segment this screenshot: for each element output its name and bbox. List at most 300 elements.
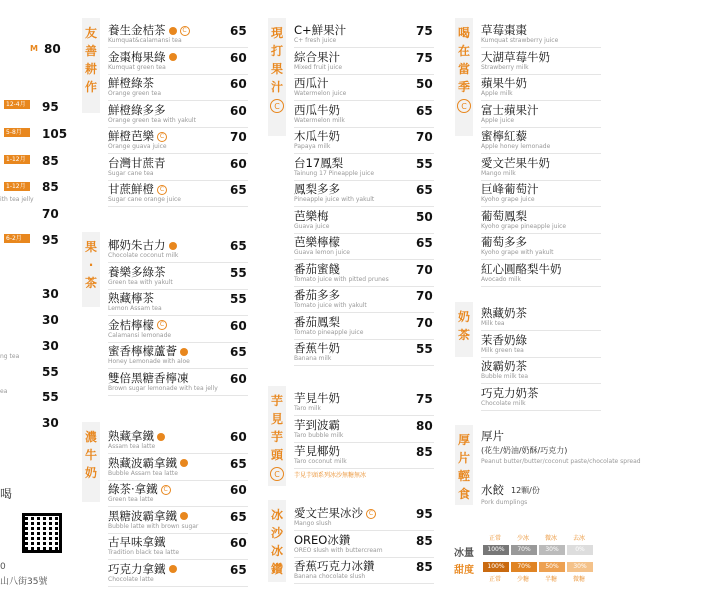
category-char: 牛 <box>84 448 97 462</box>
item-price: 65 <box>230 456 247 471</box>
category-char: 奶 <box>457 310 470 324</box>
menu-item <box>481 181 701 207</box>
item-name-text: 茉香奶綠 <box>481 332 527 347</box>
item-price: 75 <box>416 24 433 38</box>
item-english: Kumquat green tea <box>108 63 166 71</box>
item-price: 60 <box>230 77 247 91</box>
menu-item <box>108 343 250 369</box>
item-english: Assam tea latte <box>108 443 156 450</box>
item-name <box>294 315 340 329</box>
row-divider <box>108 206 248 207</box>
item-english: Chocolate milk <box>481 399 526 407</box>
row-divider <box>108 395 248 396</box>
item-name <box>108 318 167 332</box>
item-name-text: 芋到波霸 <box>294 417 340 432</box>
menu-item <box>294 208 436 234</box>
hot-dot-icon <box>169 27 177 35</box>
address-text: 山八街35號 <box>0 577 48 587</box>
category-char: 作 <box>84 80 97 94</box>
hot-dot-icon <box>157 433 165 441</box>
item-price: 65 <box>416 236 433 250</box>
item-price: 85 <box>416 560 433 574</box>
item-name-text: 芭樂檸檬 <box>294 235 340 249</box>
item-price: 75 <box>416 392 433 406</box>
item-price: 60 <box>230 318 247 333</box>
season-tag: 6-2月 <box>4 234 30 243</box>
sugar-bar: 100% <box>483 562 509 572</box>
item-name-text: 西瓜汁 <box>294 76 329 90</box>
item-name-text: 鮮橙芭樂 <box>108 129 154 143</box>
menu-item <box>481 155 701 181</box>
category-label <box>268 18 286 136</box>
item-name <box>108 265 166 279</box>
item-price: 50 <box>416 209 433 224</box>
item-name-text: 木瓜牛奶 <box>294 129 340 143</box>
item-english: Taro milk <box>294 405 321 412</box>
menu-item <box>108 128 250 154</box>
item-name <box>294 506 376 520</box>
item-english: Bubble Assam tea latte <box>108 469 178 477</box>
item-name-text: 巧克力拿鐵 <box>108 561 166 576</box>
item-name-text: 椰奶朱古力 <box>108 238 166 252</box>
category-label <box>268 386 286 486</box>
item-name <box>108 182 167 196</box>
item-price: 65 <box>230 509 247 524</box>
item-name-text: 台灣甘蔗青 <box>108 155 166 170</box>
item-english: Tomato juice with yakult <box>294 302 367 309</box>
item-price: 65 <box>230 239 247 253</box>
item-english: Kyoho grape pineapple juice <box>481 222 567 230</box>
row-divider <box>481 410 601 411</box>
menu-item <box>294 234 436 260</box>
item-english: Orange guava juice <box>108 143 167 150</box>
sugar-label: 甜度 <box>454 565 474 576</box>
item-name <box>108 156 166 170</box>
category-label <box>82 18 100 113</box>
item-english: Kyoho grape with yakult <box>481 249 554 256</box>
item-name-text: 古早味拿鐵 <box>108 535 166 549</box>
menu-item <box>481 482 601 532</box>
item-name <box>108 291 154 305</box>
item-english: Apple honey lemonade <box>481 143 551 150</box>
category-char: 奶 <box>84 466 97 480</box>
item-name <box>481 76 527 90</box>
item-name <box>108 129 167 143</box>
item-price: 65 <box>230 24 247 38</box>
item-english: Tomato pineapple juice <box>294 328 364 336</box>
item-english: Milk green tea <box>481 346 524 354</box>
category-char: 鑽 <box>270 562 283 576</box>
item-name <box>481 386 539 400</box>
category-label <box>455 302 473 357</box>
hot-dot-icon <box>169 242 177 250</box>
item-english: Chocolate coconut milk <box>108 252 179 259</box>
menu-item <box>481 75 701 101</box>
hot-dot-icon <box>180 459 188 467</box>
item-price: 80 <box>416 418 433 433</box>
menu-item <box>294 261 436 287</box>
item-price: 60 <box>230 371 247 386</box>
item-name <box>481 182 539 196</box>
menu-item <box>108 49 250 75</box>
item-price: 55 <box>230 265 247 280</box>
category-char: 茶 <box>457 328 470 342</box>
ice-level-label: 少冰 <box>517 535 530 542</box>
menu-item <box>481 305 701 331</box>
item-name <box>481 156 550 170</box>
item-english: Brown sugar lemonade with tea jelly <box>108 384 218 392</box>
item-english: C+ fresh juice <box>294 37 337 44</box>
item-price: 65 <box>416 103 433 118</box>
sugar-bar: 50% <box>539 562 565 572</box>
season-tag: 5-8月 <box>4 128 30 137</box>
left-price: 85 <box>42 154 59 168</box>
menu-item <box>294 340 436 366</box>
menu-item <box>294 22 436 48</box>
category-char: 善 <box>84 44 97 58</box>
item-price: 60 <box>230 430 247 444</box>
item-english: Sugar cane orange juice <box>108 196 181 203</box>
item-name <box>294 129 340 143</box>
item-name <box>108 50 177 64</box>
season-tag: 12-4月 <box>4 100 30 109</box>
shop-char: 喝 <box>0 487 13 501</box>
category-char: 在 <box>457 44 470 58</box>
item-english: Chocolate latte <box>108 575 154 583</box>
item-name <box>294 23 346 37</box>
menu-item <box>294 443 436 469</box>
menu-item <box>294 75 436 101</box>
item-name-text: 鮮橙綠多多 <box>108 102 166 117</box>
item-name-text: 芭樂梅 <box>294 208 329 223</box>
item-english: Honey Lemonade with aloe <box>108 358 190 365</box>
item-name <box>294 262 340 276</box>
taro-series-note: 芋見芋頭系列冰沙無糖無冰 <box>294 472 367 479</box>
item-name <box>294 288 340 302</box>
item-english: Guava lemon juice <box>294 249 350 256</box>
item-subtitle: (花生/奶油/奶酥/巧克力) <box>481 446 568 455</box>
item-price: 55 <box>416 156 433 171</box>
item-english: Pineapple juice with yakult <box>294 196 375 203</box>
item-subtitle: 12顆/份 <box>511 486 540 495</box>
item-name-text: 番茄蜜餞 <box>294 261 340 276</box>
item-name <box>481 333 527 347</box>
item-english: Banana milk <box>294 355 332 362</box>
row-divider <box>108 586 248 587</box>
item-name <box>481 235 527 249</box>
item-name-text: 愛文芒果牛奶 <box>481 155 550 170</box>
item-name <box>481 429 504 443</box>
item-price: 70 <box>416 289 433 303</box>
ice-level-label: 微冰 <box>545 535 558 542</box>
category-char: 耕 <box>84 62 97 76</box>
item-price: 65 <box>416 183 433 197</box>
item-name-text: 金棗梅果綠 <box>108 49 166 64</box>
menu-item <box>108 561 250 587</box>
item-name-text: 厚片 <box>481 429 504 443</box>
sugar-level-label: 微糖 <box>573 576 586 583</box>
menu-item <box>294 558 436 584</box>
item-price: 75 <box>416 50 433 65</box>
item-name <box>294 103 340 117</box>
category-char: 冰 <box>270 508 283 522</box>
left-price: 30 <box>42 339 59 353</box>
item-name-text: 芋見椰奶 <box>294 444 340 458</box>
category-char: 友 <box>84 26 97 40</box>
menu-item <box>481 234 701 260</box>
item-name <box>108 429 165 443</box>
left-price: 105 <box>42 127 68 141</box>
item-name-text: 番茄鳳梨 <box>294 314 340 329</box>
item-name <box>108 76 154 90</box>
item-name <box>108 562 177 576</box>
item-name <box>294 341 340 355</box>
item-price: 60 <box>230 156 247 171</box>
item-price: 60 <box>230 50 247 65</box>
ice-level-label: 正常 <box>489 535 502 542</box>
item-english: Sugar cane tea <box>108 169 154 177</box>
item-name <box>294 50 340 64</box>
c-badge-icon: C <box>180 26 190 36</box>
item-english: Pork dumplings <box>481 499 528 506</box>
item-name <box>481 23 527 37</box>
c-badge-icon: C <box>366 509 376 519</box>
category-char: · <box>88 258 94 272</box>
category-char: 厚 <box>457 433 470 447</box>
item-english: Green tea with yakult <box>108 278 173 286</box>
item-name <box>108 238 177 252</box>
item-name <box>294 533 350 547</box>
item-english: Papaya milk <box>294 143 331 150</box>
item-price: 60 <box>230 536 247 550</box>
ice-bar: 70% <box>511 545 537 555</box>
row-divider <box>294 583 434 584</box>
item-price: 60 <box>230 483 247 497</box>
hot-dot-icon <box>169 53 177 61</box>
item-name-text: 甘蔗鮮橙 <box>108 182 154 196</box>
item-name-text: 番茄多多 <box>294 288 340 302</box>
sugar-level-label: 正常 <box>489 576 502 583</box>
menu-item <box>294 314 436 340</box>
item-name-text: 台17鳳梨 <box>294 155 344 170</box>
menu-item <box>481 102 701 128</box>
item-name-text: 熟藏檸茶 <box>108 291 154 305</box>
category-char: 沙 <box>270 526 283 540</box>
left-price: 95 <box>42 100 59 114</box>
c-circle-icon: C <box>270 99 284 113</box>
item-name <box>294 76 329 90</box>
hot-dot-icon <box>180 512 188 520</box>
item-name-text: 雙倍黑糖香檸凍 <box>108 370 189 385</box>
menu-item <box>294 181 436 207</box>
item-name <box>294 559 375 573</box>
menu-item <box>294 287 436 313</box>
menu-item <box>481 385 701 411</box>
item-english: Avocado milk <box>481 275 521 283</box>
row-divider <box>294 468 434 469</box>
item-name <box>481 359 527 373</box>
category-char: 頭 <box>270 448 283 462</box>
menu-item <box>294 49 436 75</box>
item-english: Kumquat strawberry juice <box>481 37 559 44</box>
item-name <box>294 391 340 405</box>
item-name <box>294 182 340 196</box>
menu-item <box>108 102 250 128</box>
item-price: 50 <box>416 77 433 91</box>
item-price: 65 <box>230 562 247 577</box>
item-name-text: 蜜檸紅藜 <box>481 129 527 143</box>
size-m-label: M <box>30 44 38 53</box>
item-price: 65 <box>230 183 247 197</box>
menu-item <box>108 264 250 290</box>
menu-item <box>294 505 436 531</box>
category-label <box>268 500 286 582</box>
item-name <box>108 456 188 470</box>
left-price: 55 <box>42 390 59 404</box>
c-circle-icon: C <box>457 99 471 113</box>
menu-item <box>294 155 436 181</box>
item-english: Orange green tea with yakult <box>108 116 196 124</box>
menu-item <box>481 128 701 154</box>
item-name-text: 蜜香檸檬蘆薈 <box>108 344 177 358</box>
menu-item <box>294 532 436 558</box>
item-name-text: 愛文芒果冰沙 <box>294 506 363 520</box>
left-price: 85 <box>42 180 59 194</box>
item-name-text: 富士蘋果汁 <box>481 102 539 117</box>
item-name <box>481 129 527 143</box>
category-label <box>82 422 100 502</box>
menu-item <box>108 428 250 454</box>
item-name <box>108 371 189 385</box>
item-english: Taro bubble milk <box>294 431 344 439</box>
item-english: Watermelon milk <box>294 116 345 124</box>
category-char: 汁 <box>270 80 283 94</box>
hot-dot-icon <box>180 348 188 356</box>
item-english: Kumquat&calamansi tea <box>108 37 182 44</box>
left-price: 55 <box>42 365 59 379</box>
category-char: 喝 <box>457 26 470 40</box>
c-badge-icon: C <box>157 132 167 142</box>
item-name-text: 蘋果牛奶 <box>481 76 527 90</box>
item-english: Calamansi lemonade <box>108 331 172 339</box>
category-char: 果 <box>84 240 97 254</box>
partial-english-text: ea <box>0 388 8 395</box>
ice-bar: 100% <box>483 545 509 555</box>
category-label <box>455 425 473 505</box>
partial-english-text: ith tea jelly <box>0 196 34 203</box>
item-name-text: 芋見牛奶 <box>294 391 340 405</box>
menu-item <box>481 358 701 384</box>
item-english: Kyoho grape juice <box>481 196 535 203</box>
category-char: 當 <box>457 62 470 76</box>
item-name <box>108 482 171 496</box>
item-name-text: OREO冰鑽 <box>294 532 351 547</box>
left-price: 30 <box>42 416 59 430</box>
hot-dot-icon <box>169 565 177 573</box>
sugar-bar: 30% <box>567 562 593 572</box>
category-label <box>82 232 100 307</box>
item-english: Mixed fruit juice <box>294 63 343 71</box>
category-char: 果 <box>270 62 283 76</box>
item-price: 55 <box>416 342 433 356</box>
item-english: Tainung 17 Pineapple juice <box>294 169 375 177</box>
item-english: Orange green tea <box>108 90 162 97</box>
menu-item <box>108 508 250 534</box>
item-name <box>294 235 340 249</box>
item-english: Mango slush <box>294 520 332 527</box>
item-english: Tomato juice with pitted prunes <box>294 275 389 283</box>
item-name <box>108 23 190 37</box>
left-price: 30 <box>42 313 59 327</box>
menu-item <box>481 261 701 287</box>
item-english: Taro coconut milk <box>294 458 347 465</box>
item-name-text: 草莓棗棗 <box>481 23 527 37</box>
c-badge-icon: C <box>161 485 171 495</box>
menu-item <box>108 237 250 263</box>
item-english: Bubble latte with brown sugar <box>108 522 199 530</box>
c-badge-icon: C <box>157 185 167 195</box>
menu-item <box>481 332 701 358</box>
category-char: 濃 <box>84 430 97 444</box>
item-name-text: 巧克力奶茶 <box>481 385 539 400</box>
menu-item <box>481 22 701 48</box>
menu-item <box>294 417 436 443</box>
item-english: Guava juice <box>294 222 330 230</box>
season-tag: 1-12月 <box>4 182 30 191</box>
item-english: Banana chocolate slush <box>294 573 366 580</box>
ice-level-label: 去冰 <box>573 535 586 542</box>
category-label <box>455 18 473 136</box>
item-name <box>294 418 340 432</box>
category-char: 芋 <box>270 430 283 444</box>
category-char: 打 <box>270 44 283 58</box>
menu-item <box>108 534 250 560</box>
item-name <box>481 50 550 64</box>
menu-item <box>481 49 701 75</box>
item-price: 70 <box>230 130 247 144</box>
category-char: 現 <box>270 26 283 40</box>
item-name <box>108 103 166 117</box>
item-name-text: 大湖草莓牛奶 <box>481 49 550 64</box>
item-price: 65 <box>230 345 247 359</box>
item-price: 70 <box>416 262 433 277</box>
menu-item <box>108 181 250 207</box>
row-divider <box>294 365 434 366</box>
item-name <box>108 535 166 549</box>
category-char: 片 <box>457 451 470 465</box>
left-price: 70 <box>42 207 59 221</box>
item-english: Peanut butter/butter/coconut paste/chocolate spread <box>481 458 641 465</box>
item-name-text: 紅心圓酪梨牛奶 <box>481 261 562 276</box>
sugar-bar: 70% <box>511 562 537 572</box>
c-badge-icon: C <box>157 320 167 330</box>
item-name-text: 巨峰葡萄汁 <box>481 182 539 196</box>
menu-item <box>294 102 436 128</box>
item-name <box>294 156 343 170</box>
item-price: 85 <box>416 533 433 548</box>
menu-item <box>108 290 250 316</box>
item-name <box>481 483 504 497</box>
item-name-text: 香蕉巧克力冰鑽 <box>294 559 375 573</box>
menu-item <box>481 208 701 234</box>
category-char: 冰 <box>270 544 283 558</box>
ice-label: 冰量 <box>454 548 474 559</box>
item-name <box>481 103 539 117</box>
menu-item <box>108 455 250 481</box>
item-name <box>294 209 329 223</box>
sugar-level-label: 少糖 <box>517 576 530 583</box>
item-name-text: 綠茶·拿鐵 <box>108 482 158 496</box>
